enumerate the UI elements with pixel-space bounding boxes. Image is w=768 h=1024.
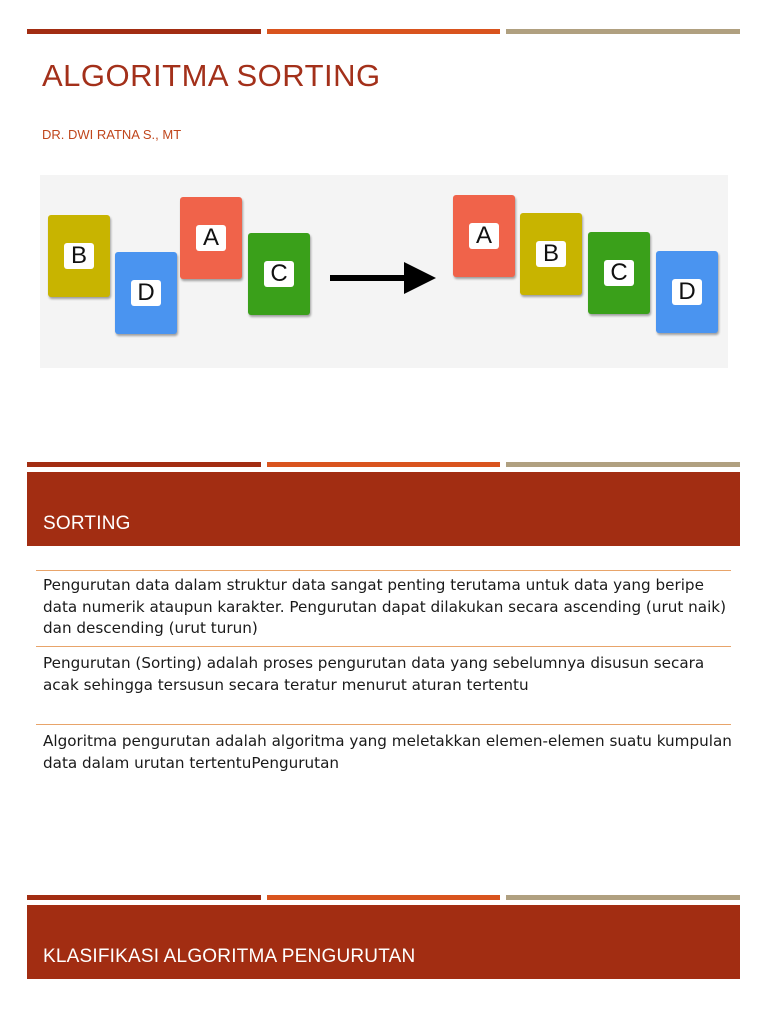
- sorting-illustration: [40, 175, 728, 368]
- card-unsorted-d: [115, 252, 177, 334]
- card-label: A: [196, 225, 226, 251]
- paragraph-2: Pengurutan (Sorting) adalah proses pengurutan data yang sebelumnya disusun secara acak sehingga tersusun secara teratur menurut aturan tertentu: [43, 654, 705, 694]
- top-accent-bar-orange: [267, 29, 500, 34]
- card-unsorted-a: [180, 197, 242, 279]
- card-sorted-b: [520, 213, 582, 295]
- divider-rule: [36, 646, 731, 647]
- section-accent-bar-orange: [267, 895, 500, 900]
- section-accent-bar-orange: [267, 462, 500, 467]
- divider-rule: [36, 570, 731, 571]
- card-label: B: [64, 243, 94, 269]
- card-label: C: [264, 261, 294, 287]
- card-label: B: [536, 241, 566, 267]
- card-sorted-a: [453, 195, 515, 277]
- klasifikasi-heading: KLASIFIKASI ALGORITMA PENGURUTAN: [43, 946, 416, 967]
- divider-rule: [36, 724, 731, 725]
- card-unsorted-c: [248, 233, 310, 315]
- card-unsorted-b: [48, 215, 110, 297]
- paragraph-3: Algoritma pengurutan adalah algoritma yang meletakkan elemen-elemen suatu kumpulan data dalam urutan tertentuPengurutan: [43, 732, 732, 772]
- card-label: A: [469, 223, 499, 249]
- top-accent-bar-tan: [506, 29, 740, 34]
- card-label: D: [131, 280, 161, 306]
- card-sorted-c: [588, 232, 650, 314]
- sorting-header-band: [27, 472, 740, 546]
- section-accent-bar-tan: [506, 895, 740, 900]
- top-accent-bar-red: [27, 29, 261, 34]
- card-label: C: [604, 260, 634, 286]
- right-arrow-icon: [330, 261, 436, 295]
- paragraph-1: Pengurutan data dalam struktur data sangat penting terutama untuk data yang beripe data numerik ataupun karakter. Pengurutan dapat dilakukan secara ascending (urut naik) dan descending (urut turun): [43, 576, 727, 637]
- section-accent-bar-tan: [506, 462, 740, 467]
- card-sorted-d: [656, 251, 718, 333]
- slide-title: ALGORITMA SORTING: [42, 58, 381, 93]
- slide-author: DR. DWI RATNA S., MT: [42, 127, 182, 142]
- card-label: D: [672, 279, 702, 305]
- sorting-heading: SORTING: [43, 513, 131, 534]
- section-accent-bar-red: [27, 462, 261, 467]
- section-accent-bar-red: [27, 895, 261, 900]
